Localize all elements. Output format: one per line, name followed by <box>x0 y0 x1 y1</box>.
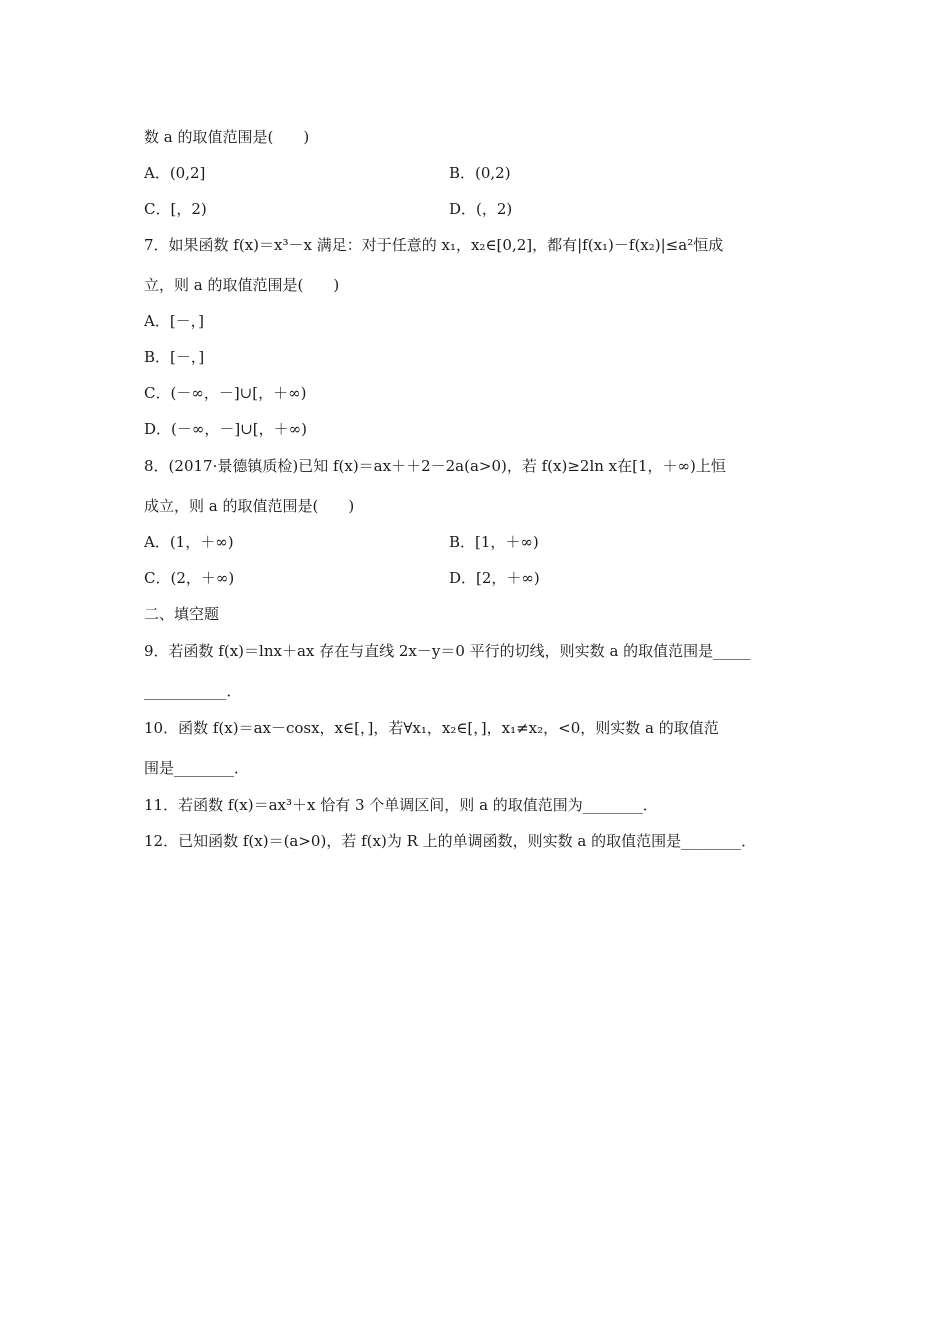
q8-option-d: D．[2，＋∞) <box>449 569 540 587</box>
q8-option-c: C．(2，＋∞) <box>144 569 235 587</box>
section-heading: 二、填空题 <box>144 605 220 623</box>
q8-stem-line1: 8．(2017·景德镇质检)已知 f(x)＝ax＋＋2－2a(a>0)，若 f(x)≥2ln x在[1，＋∞)上恒 <box>144 457 726 475</box>
q8-option-a: A．(1，＋∞) <box>144 533 234 551</box>
q7-option-c: C．(－∞，－]∪[，＋∞) <box>144 384 307 402</box>
q7-option-b: B．[－，] <box>144 348 205 366</box>
q7-stem-line1: 7．如果函数 f(x)＝x³－x 满足：对于任意的 x₁，x₂∈[0,2]，都有|f(x₁)－f(x₂)|≤a²恒成 <box>144 236 724 254</box>
q6-stem-tail: 数 a 的取值范围是( ) <box>144 128 310 146</box>
q6-option-d: D．(，2) <box>449 200 513 218</box>
q10-stem-line1: 10．函数 f(x)＝ax－cosx，x∈[，]，若∀x₁，x₂∈[，]，x₁≠x₂，<0，则实数 a 的取值范 <box>144 719 719 737</box>
q12-stem: 12．已知函数 f(x)＝(a>0)，若 f(x)为 R 上的单调函数，则实数 a 的取值范围是________． <box>144 832 757 850</box>
q6-option-c: C．[，2) <box>144 200 207 218</box>
q7-option-d: D．(－∞，－]∪[，＋∞) <box>144 420 307 438</box>
q8-option-b: B．[1，＋∞) <box>449 533 539 551</box>
q9-stem-line2: ___________． <box>144 682 242 700</box>
q10-stem-line2: 围是________． <box>144 759 250 777</box>
q7-stem-line2: 立，则 a 的取值范围是( ) <box>144 276 340 294</box>
q7-option-a: A．[－，] <box>144 312 205 330</box>
q6-option-a: A．(0,2] <box>144 164 206 182</box>
q6-option-b: B．(0,2) <box>449 164 511 182</box>
q9-stem-line1: 9．若函数 f(x)＝lnx＋ax 存在与直线 2x－y＝0 平行的切线，则实数 a 的取值范围是_____ <box>144 642 751 660</box>
q11-stem: 11．若函数 f(x)＝ax³＋x 恰有 3 个单调区间，则 a 的取值范围为________． <box>144 796 658 814</box>
q8-stem-line2: 成立，则 a 的取值范围是( ) <box>144 497 355 515</box>
